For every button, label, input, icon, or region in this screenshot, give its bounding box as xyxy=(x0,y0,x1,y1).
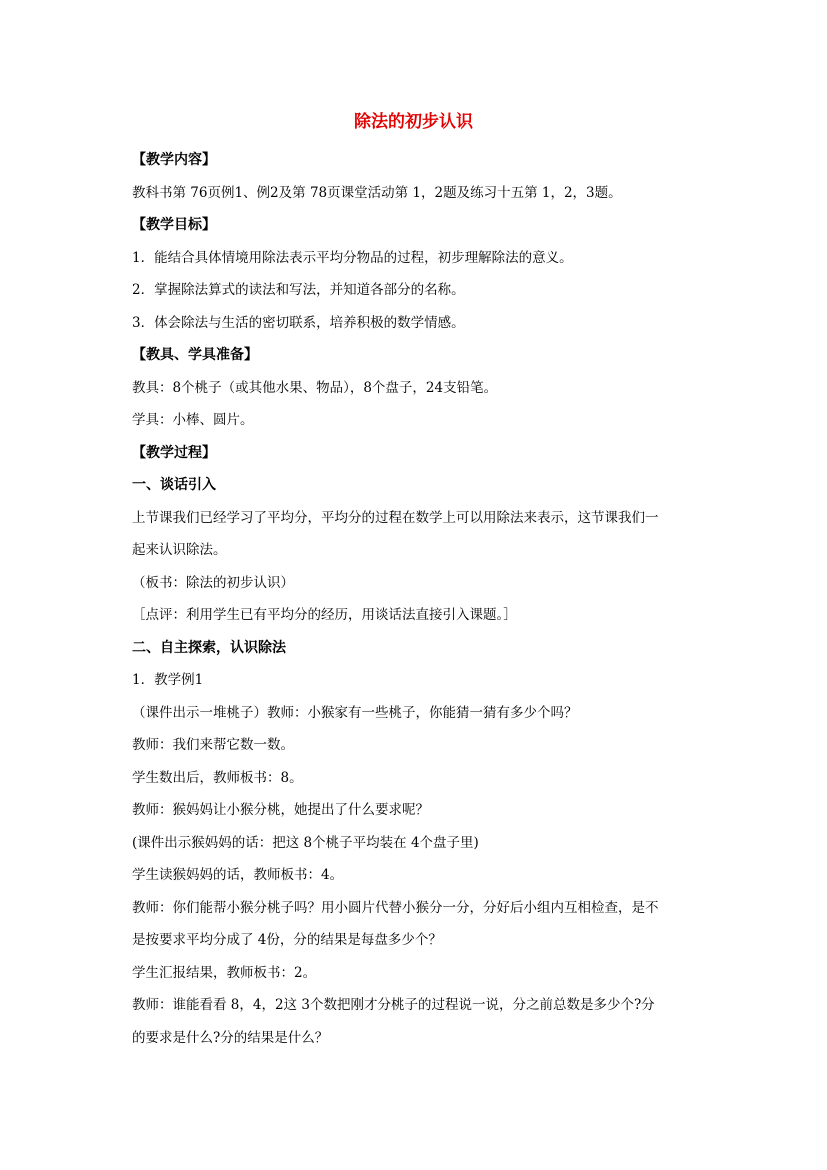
paragraph-line: 教科书第 76页例1、例2及第 78页课堂活动第 1，2题及练习十五第 1，2，3题。 xyxy=(132,185,622,201)
paragraph-line: 教师：我们来帮它数一数。 xyxy=(132,737,294,753)
paragraph-line: 教师：谁能看看 8，4，2这 3个数把刚才分桃子的过程说一说，分之前总数是多少个?分 xyxy=(132,997,655,1013)
paragraph-line: 教师：你们能帮小猴分桃子吗？用小圆片代替小猴分一分，分好后小组内互相检查，是不 xyxy=(132,900,659,916)
paragraph-line: （课件出示一堆桃子）教师：小猴家有一些桃子，你能猜一猜有多少个吗？ xyxy=(132,705,578,721)
paragraph-line: 学生汇报结果，教师板书：2。 xyxy=(132,965,317,981)
subsection-heading-intro: 一、谈话引入 xyxy=(132,477,216,493)
paragraph-line: 学具：小棒、圆片。 xyxy=(132,412,254,428)
paragraph-line: 上节课我们已经学习了平均分，平均分的过程在数学上可以用除法来表示，这节课我们一 xyxy=(132,510,659,526)
section-heading-process: 【教学过程】 xyxy=(132,445,216,461)
paragraph-line: (课件出示猴妈妈的话：把这 8个桃子平均装在 4个盘子里) xyxy=(132,835,479,851)
paragraph-line: 学生读猴妈妈的话，教师板书：4。 xyxy=(132,867,344,883)
paragraph-line: 1．能结合具体情境用除法表示平均分物品的过程，初步理解除法的意义。 xyxy=(132,250,573,266)
paragraph-line: 2．掌握除法算式的读法和写法，并知道各部分的名称。 xyxy=(132,282,465,298)
paragraph-line: 是按要求平均分成了 4份，分的结果是每盘多少个？ xyxy=(132,932,442,948)
paragraph-line: 教具：8个桃子（或其他水果、物品），8个盘子，24支铅笔。 xyxy=(132,380,498,396)
paragraph-line: 的要求是什么?分的结果是什么？ xyxy=(132,1030,329,1046)
paragraph-line: 起来认识除法。 xyxy=(132,542,227,558)
paragraph-line: 学生数出后，教师板书：8。 xyxy=(132,770,303,786)
paragraph-line: 3．体会除法与生活的密切联系，培养积极的数学情感。 xyxy=(132,315,465,331)
paragraph-line: 教师：猴妈妈让小猴分桃，她提出了什么要求呢？ xyxy=(132,802,429,818)
paragraph-line: 1．教学例1 xyxy=(132,672,204,688)
subsection-heading-explore: 二、自主探索，认识除法 xyxy=(132,640,286,656)
section-heading-content: 【教学内容】 xyxy=(132,152,216,168)
comment-line: ［点评：利用学生已有平均分的经历，用谈话法直接引入课题。］ xyxy=(132,607,517,623)
paragraph-line: （板书：除法的初步认识） xyxy=(132,575,294,591)
section-heading-materials: 【教具、学具准备】 xyxy=(132,347,258,363)
document-title: 除法的初步认识 xyxy=(354,112,473,132)
section-heading-objectives: 【教学目标】 xyxy=(132,217,216,233)
